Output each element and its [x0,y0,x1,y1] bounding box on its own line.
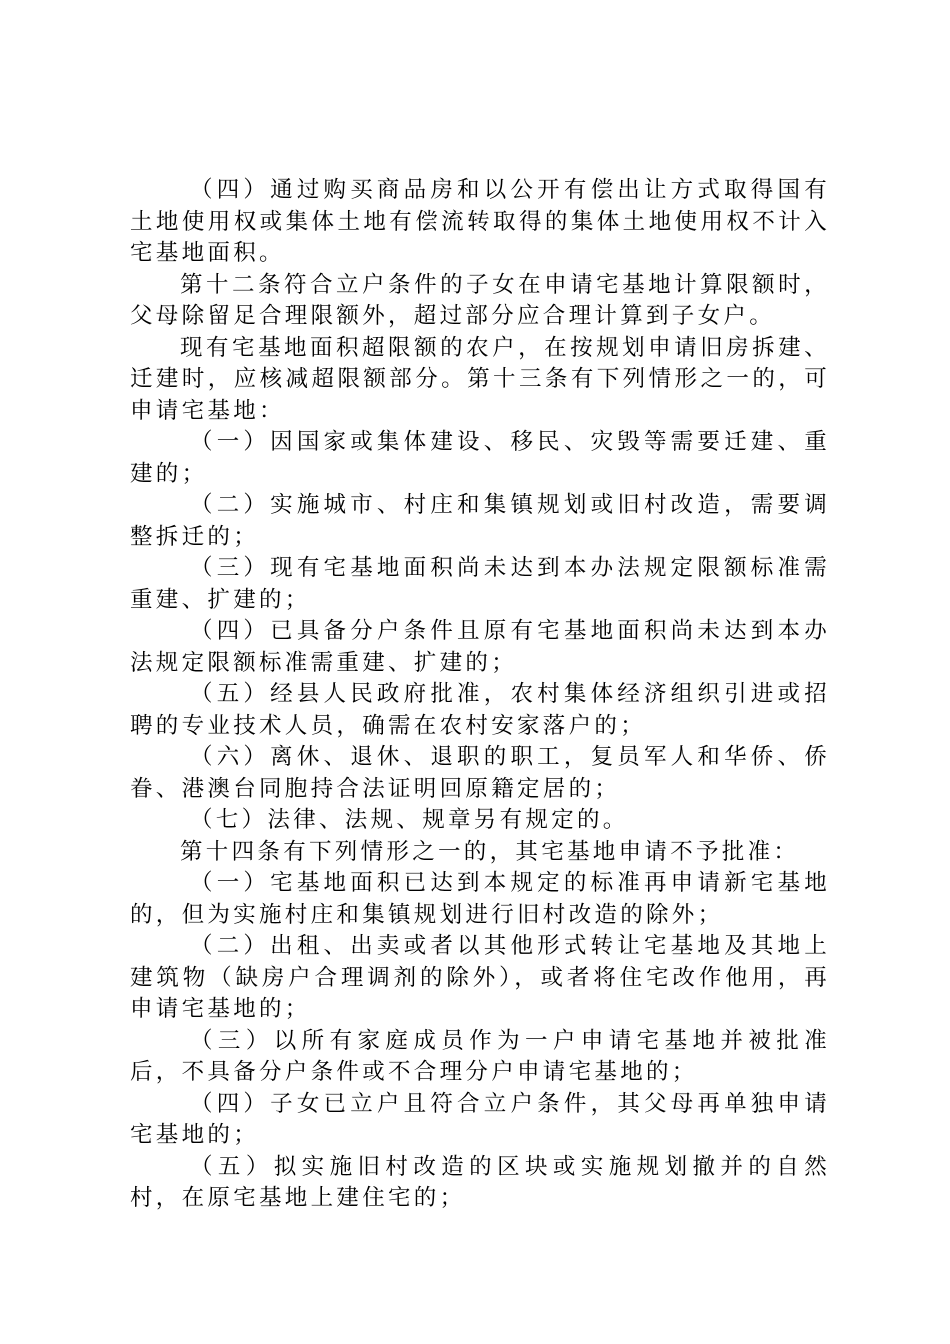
document-body [130,175,830,1215]
paragraph-article-14-item-3: （三）以所有家庭成员作为一户申请宅基地并被批准后，不具备分户条件或不合理分户申请宅基地的； [130,1027,830,1085]
paragraph-article-14-item-2: （二）出租、出卖或者以其他形式转让宅基地及其地上建筑物（缺房户合理调剂的除外），或者将住宅改作他用，再申请宅基地的； [130,933,830,1022]
paragraph-article-13-item-6: （六）离休、退休、退职的职工，复员军人和华侨、侨眷、港澳台同胞持合法证明回原籍定居的； [130,744,830,802]
paragraph-article-13-item-7: （七）法律、法规、规章另有规定的。 [190,807,629,833]
paragraph-article-13-item-1: （一）因国家或集体建设、移民、灾毁等需要迁建、重建的； [130,429,830,487]
paragraph-article-14-item-1: （一）宅基地面积已达到本规定的标准再申请新宅基地的，但为实施村庄和集镇规划进行旧村改造的除外； [130,870,830,928]
paragraph-article-12: 第十二条符合立户条件的子女在申请宅基地计算限额时，父母除留足合理限额外，超过部分应合理计算到子女户。 [130,271,830,329]
paragraph-article-14-intro: 第十四条有下列情形之一的，其宅基地申请不予批准： [180,838,800,865]
paragraph-item-4-exclusion: （四）通过购买商品房和以公开有偿出让方式取得国有土地使用权或集体土地有偿流转取得的集体土地使用权不计入宅基地面积。 [130,177,830,266]
paragraph-article-13-item-5: （五）经县人民政府批准，农村集体经济组织引进或招聘的专业技术人员，确需在农村安家落户的； [130,681,830,739]
paragraph-article-13-item-4: （四）已具备分户条件且原有宅基地面积尚未达到本办法规定限额标准需重建、扩建的； [130,618,830,676]
paragraph-article-13-item-2: （二）实施城市、村庄和集镇规划或旧村改造，需要调整拆迁的； [130,492,830,550]
paragraph-article-13-intro: 现有宅基地面积超限额的农户，在按规划申请旧房拆建、迁建时，应核减超限额部分。第十三条有下列情形之一的，可申请宅基地： [130,334,830,424]
paragraph-article-14-item-4: （四）子女已立户且符合立户条件，其父母再单独申请宅基地的； [130,1090,830,1148]
paragraph-article-14-item-5: （五）拟实施旧村改造的区块或实施规划撤并的自然村，在原宅基地上建住宅的； [130,1153,830,1211]
paragraph-article-13-item-3: （三）现有宅基地面积尚未达到本办法规定限额标准需重建、扩建的； [130,555,830,613]
